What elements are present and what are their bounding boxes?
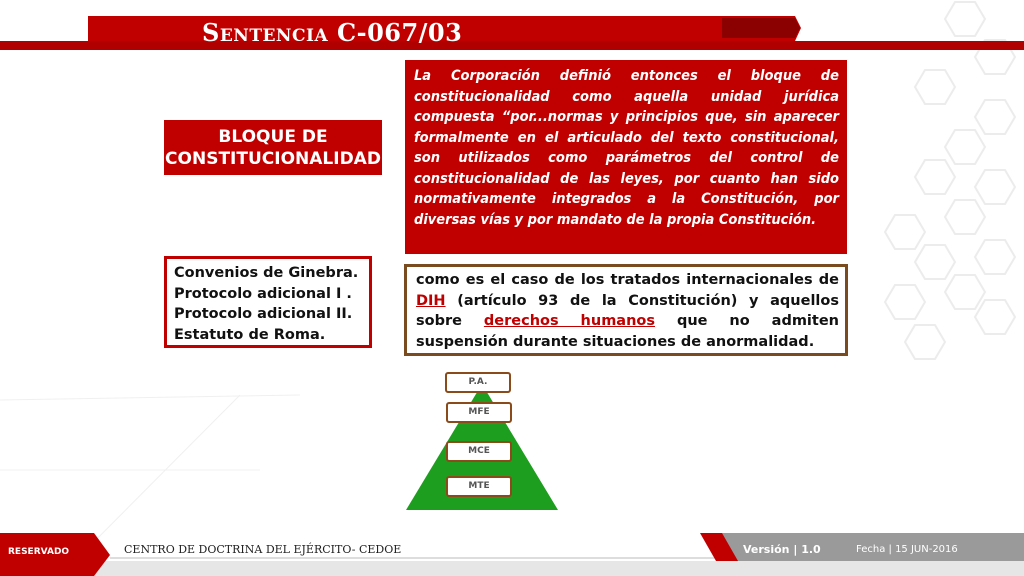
pyramid-tier-pa: P.A. bbox=[445, 372, 511, 393]
list-item: Protocolo adicional I . bbox=[174, 285, 352, 302]
dih-link[interactable]: DIH bbox=[416, 292, 446, 309]
date-value: 15 JUN-2016 bbox=[895, 544, 958, 555]
organization-label: CENTRO DE DOCTRINA DEL EJÉRCITO- CEDOE bbox=[124, 543, 402, 556]
list-item: Estatuto de Roma. bbox=[174, 326, 326, 343]
concept-label-line2: CONSTITUCIONALIDAD bbox=[165, 149, 381, 169]
version-label: Versión bbox=[743, 543, 790, 556]
classification-label: RESERVADO bbox=[8, 547, 70, 557]
case-text-box bbox=[404, 264, 848, 356]
date-info: Fecha | 15 JUN-2016 bbox=[856, 544, 958, 555]
pyramid-tier-mce: MCE bbox=[446, 441, 512, 462]
version-value: 1.0 bbox=[801, 543, 821, 556]
list-item: Convenios de Ginebra. bbox=[174, 265, 359, 281]
case-text-part2: (artículo 93 de la Constitución) y aquellos sobre bbox=[416, 292, 839, 329]
date-label: Fecha bbox=[856, 544, 886, 555]
version-info: Versión | 1.0 bbox=[743, 543, 821, 556]
title-bar bbox=[0, 16, 1024, 50]
list-item: Protocolo adicional II. bbox=[174, 306, 353, 322]
definition-quote: La Corporación definió entonces el bloque de constitucionalidad como aquella unidad jurídica compuesta “por...normas y principios que, sin aparecer formalmente en el articulado del texto constitucional, son utilizados como parámetros del control de constitucionalidad de las leyes, por cuanto han sido normativamente integrados a la Constitución, por diversas vías y por mandato de la propia Constitución. bbox=[405, 60, 847, 254]
case-text-part3: que no admiten suspensión durante situaciones de anormalidad. bbox=[416, 313, 839, 350]
page-title: Sentencia C-067/03 bbox=[202, 18, 463, 47]
case-text-part1: como es el caso de los tratados internacionales de bbox=[416, 272, 839, 288]
pyramid-tier-mte: MTE bbox=[446, 476, 512, 497]
instruments-list bbox=[164, 256, 372, 348]
concept-label bbox=[164, 120, 382, 175]
human-rights-link[interactable]: derechos humanos bbox=[483, 313, 656, 329]
concept-label-line1: BLOQUE DE bbox=[218, 127, 328, 147]
pyramid-tier-mfe: MFE bbox=[446, 402, 512, 423]
